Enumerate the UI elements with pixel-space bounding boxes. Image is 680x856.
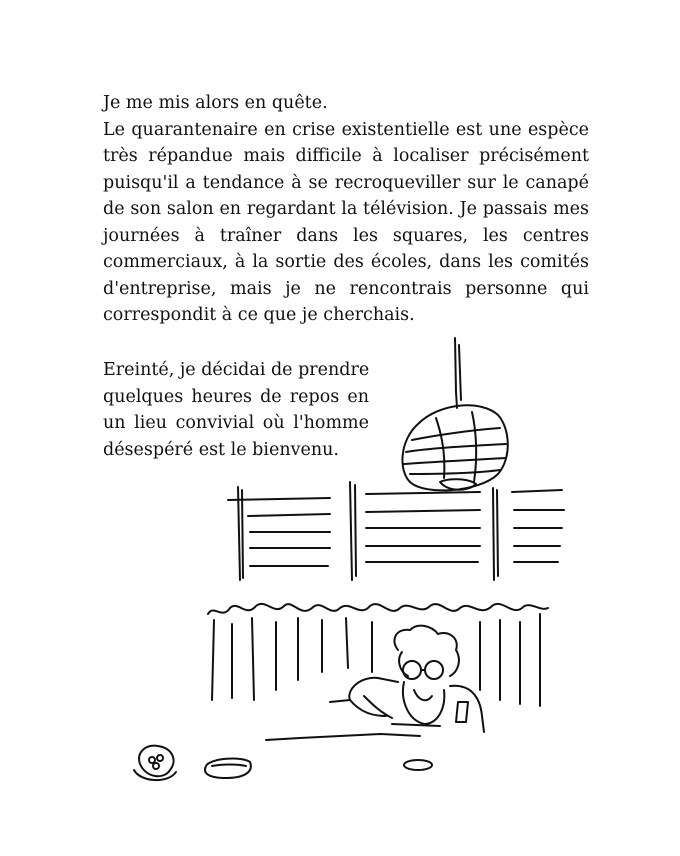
peanut-bowl-icon bbox=[134, 746, 176, 780]
ashtray-icon bbox=[205, 759, 251, 778]
coaster-icon bbox=[404, 760, 432, 770]
text-line: Je me mis alors en quête. bbox=[103, 93, 328, 113]
man-at-bar-icon bbox=[330, 626, 484, 732]
bar-counter-icon bbox=[208, 604, 548, 740]
text-line: correspondit à ce que je cherchais. bbox=[103, 305, 415, 325]
text-line: journées à traîner dans les squares, les centres bbox=[103, 225, 589, 246]
text-line: quelques heures de repos en bbox=[103, 386, 369, 407]
text-line: puisqu'il a tendance à se recroqueviller sur le canapé bbox=[103, 172, 589, 193]
text-line: désespéré est le bienvenu. bbox=[103, 439, 339, 460]
text-line: Le quarantenaire en crise existentielle est une espèce bbox=[103, 119, 589, 140]
text-line: un lieu convivial où l'homme bbox=[103, 413, 369, 433]
hanging-lamp-icon bbox=[402, 338, 507, 490]
text-line: très répandue mais difficile à localiser précisément bbox=[103, 146, 589, 166]
text-line: de son salon en regardant la télévision. Je passais mes bbox=[103, 199, 589, 219]
text-line: d'entreprise, mais je ne rencontrais personne qui bbox=[103, 278, 589, 299]
text-line: commerciaux, à la sortie des écoles, dans les comités bbox=[103, 252, 589, 272]
text-line: Ereinté, je décidai de prendre bbox=[103, 360, 370, 380]
back-shelves-icon bbox=[228, 482, 564, 580]
